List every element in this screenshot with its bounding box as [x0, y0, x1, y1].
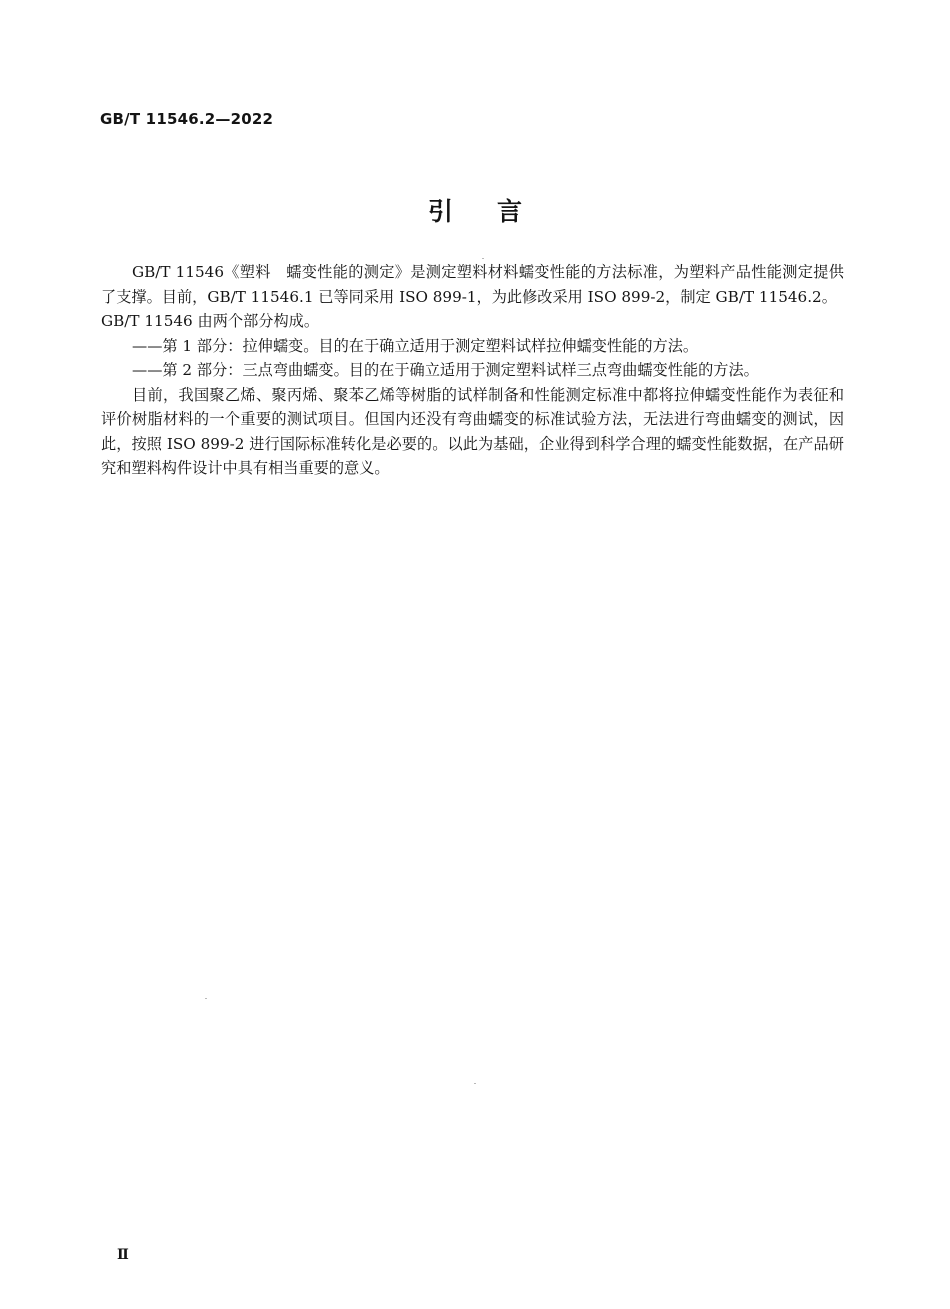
scan-speck: [205, 998, 207, 999]
paragraph-background: 目前，我国聚乙烯、聚丙烯、聚苯乙烯等树脂的试样制备和性能测定标准中都将拉伸蠕变性能作为表征和评价树脂材料的一个重要的测试项目。但国内还没有弯曲蠕变的标准试验方法，无法进行弯曲蠕变的测试，因此，按照 ISO 899-2 进行国际标准转化是必要的。以此为基础，企业得到科学合理的蠕变性能数据，在产品研究和塑料构件设计中具有相当重要的意义。: [101, 385, 844, 477]
standard-code-header: GB/T 11546.2—2022: [100, 110, 274, 128]
list-item-part-1: ——第 1 部分：拉伸蠕变。目的在于确立适用于测定塑料试样拉伸蠕变性能的方法。: [132, 336, 699, 355]
page-number: Ⅱ: [117, 1247, 129, 1263]
scan-speck: [474, 1083, 476, 1084]
scan-speck: [482, 258, 484, 259]
introduction-body: [101, 260, 844, 481]
paragraph-parts-count: GB/T 11546 由两个部分构成。: [101, 312, 320, 330]
paragraph-standard-overview: GB/T 11546《塑料 蠕变性能的测定》是测定塑料材料蠕变性能的方法标准，为塑料产品性能测定提供了支撑。目前，GB/T 11546.1 已等同采用 ISO 899-1，为此修改采用 ISO 899-2，制定 GB/T 11546.2。: [101, 263, 844, 306]
list-item-part-2: ——第 2 部分：三点弯曲蠕变。目的在于确立适用于测定塑料试样三点弯曲蠕变性能的方法。: [132, 361, 759, 379]
page-title: 引言: [427, 197, 566, 226]
